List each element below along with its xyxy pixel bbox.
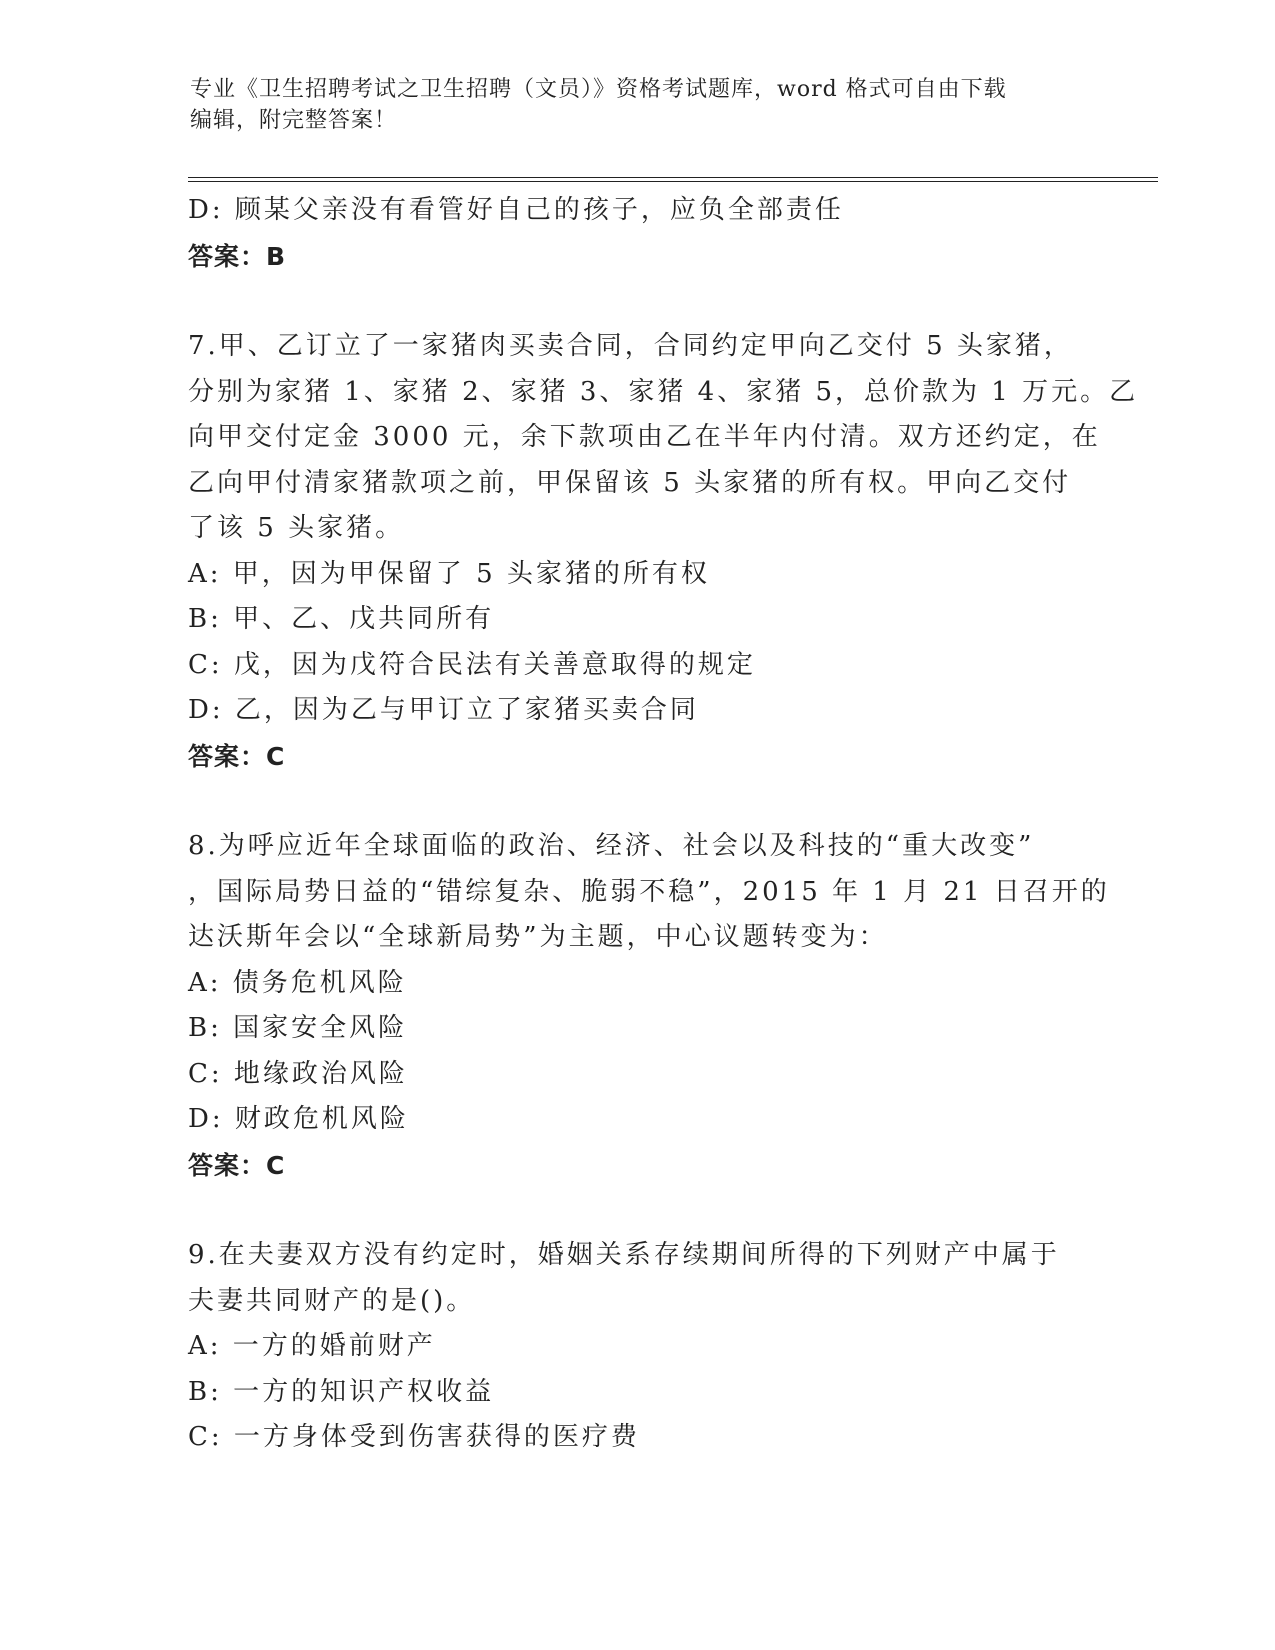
- option-d: D: 顾某父亲没有看管好自己的孩子，应负全部责任: [188, 195, 844, 225]
- question-stem-line: ，国际局势日益的“错综复杂、脆弱不稳”，2015 年 1 月 21 日召开的: [188, 876, 1110, 907]
- header-line-2: 编辑，附完整答案！: [190, 108, 398, 133]
- question-stem-line: 7.甲、乙订立了一家猪肉买卖合同，合同约定甲向乙交付 5 头家猪，: [188, 331, 1073, 361]
- header-divider: [188, 177, 1158, 182]
- option-b: B: 国家安全风险: [188, 1013, 408, 1043]
- option-d: D: 财政危机风险: [188, 1104, 409, 1134]
- option-c: C: 地缘政治风险: [188, 1058, 408, 1089]
- option-a: A: 一方的婚前财产: [188, 1331, 436, 1361]
- answer-label: 答案：C: [188, 741, 286, 771]
- document-body: [188, 188, 1139, 1461]
- option-c: C: 戊，因为戊符合民法有关善意取得的规定: [188, 649, 756, 680]
- question-stem-line: 了该 5 头家猪。: [188, 513, 405, 543]
- document-header: [190, 74, 1080, 136]
- answer-label: 答案：B: [188, 241, 287, 271]
- question-stem-line: 乙向甲付清家猪款项之前，甲保留该 5 头家猪的所有权。甲向乙交付: [188, 467, 1072, 498]
- question-stem-line: 分别为家猪 1、家猪 2、家猪 3、家猪 4、家猪 5，总价款为 1 万元。乙: [188, 376, 1139, 407]
- question-stem-line: 达沃斯年会以“全球新局势”为主题，中心议题转变为：: [188, 922, 888, 952]
- question-stem-line: 向甲交付定金 3000 元，余下款项由乙在半年内付清。双方还约定，在: [188, 422, 1101, 452]
- question-8: [188, 824, 1110, 1188]
- option-a: A: 债务危机风险: [188, 967, 407, 998]
- question-stem-line: 8.为呼应近年全球面临的政治、经济、社会以及科技的“重大改变”: [188, 831, 1035, 861]
- option-b: B: 甲、乙、戊共同所有: [188, 604, 495, 634]
- option-a: A: 甲，因为甲保留了 5 头家猪的所有权: [188, 558, 710, 589]
- question-7: [188, 324, 1139, 779]
- answer-label: 答案：C: [188, 1150, 286, 1180]
- question-9: [188, 1233, 1088, 1461]
- question-stem-line: 9.在夫妻双方没有约定时，婚姻关系存续期间所得的下列财产中属于: [188, 1240, 1060, 1270]
- question-6-tail: [188, 188, 1088, 279]
- header-line-1: 专业《卫生招聘考试之卫生招聘（文员）》资格考试题库，word 格式可自由下载: [190, 77, 1007, 102]
- question-stem-line: 夫妻共同财产的是()。: [188, 1285, 476, 1316]
- option-c: C: 一方身体受到伤害获得的医疗费: [188, 1422, 640, 1452]
- option-b: B: 一方的知识产权收益: [188, 1376, 495, 1407]
- option-d: D: 乙，因为乙与甲订立了家猪买卖合同: [188, 695, 699, 725]
